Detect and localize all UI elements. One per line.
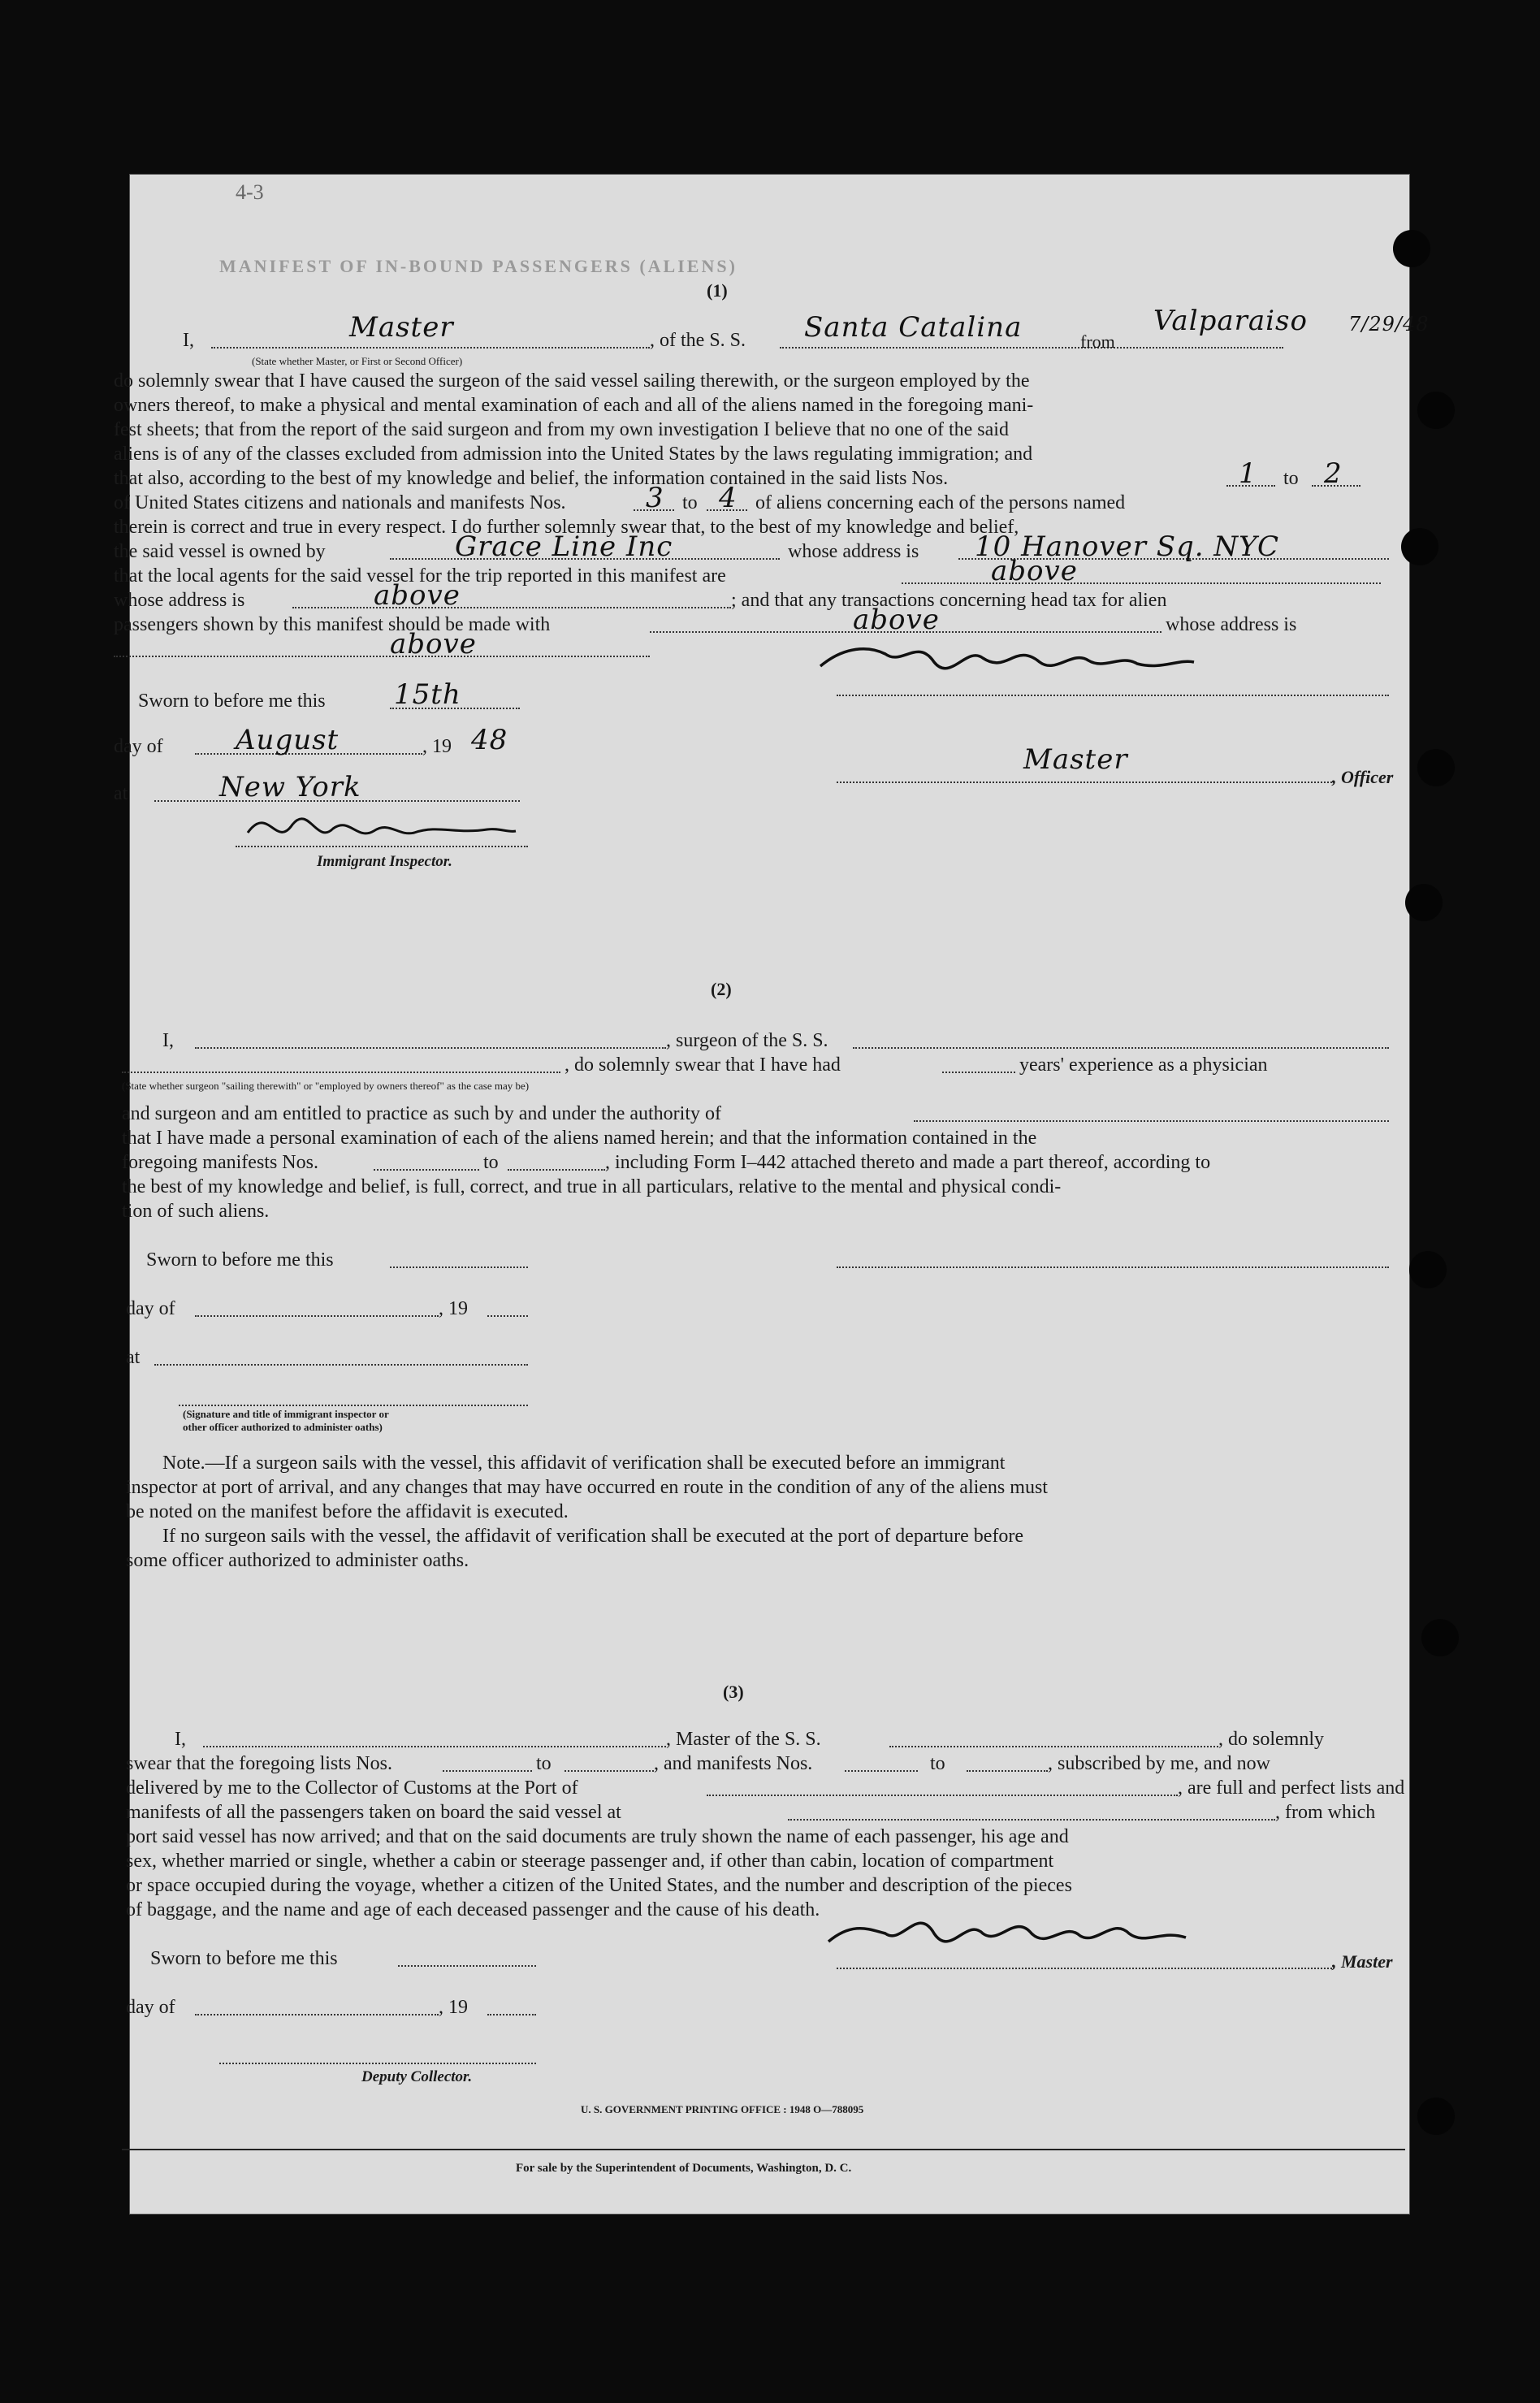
hw-man-from: 3 [646, 482, 664, 514]
s2-i: I, [162, 1030, 174, 1051]
s3-line-7: or space occupied during the voyage, whether a citizen of the United States, and the number and description of the pieces [126, 1875, 1072, 1896]
section-2-number: (2) [711, 979, 732, 999]
s1-from: from [1080, 331, 1115, 352]
s1-line-2: owners thereof, to make a physical and mental examination of each and all of the aliens named in the foregoing mani- [114, 395, 1034, 416]
s3-master-line [837, 1968, 1332, 1969]
binder-hole [1421, 1619, 1459, 1656]
s3-line-2a: swear that the foregoing lists Nos. [126, 1753, 392, 1774]
s2-year-line [487, 1315, 528, 1317]
s3-line-1b: , Master of the S. S. [666, 1729, 821, 1750]
s3-month-line [195, 2014, 439, 2015]
hw-agents: above [991, 555, 1078, 587]
rank-line [211, 347, 650, 349]
s1-line-8b: whose address is [788, 541, 919, 562]
hw-agents-address: above [374, 579, 461, 612]
binder-hole [1393, 230, 1430, 267]
hw-place: New York [219, 771, 361, 803]
s1-at: at [114, 783, 128, 804]
binder-hole [1405, 884, 1443, 921]
s2-line-2: , do solemnly swear that I have had [565, 1054, 841, 1076]
s3-man-to-line [967, 1770, 1048, 1772]
hw-date-margin: 7/29/48 [1348, 313, 1430, 336]
s2-month-line [195, 1315, 439, 1317]
s2-place-line [154, 1364, 528, 1366]
hw-officer-rank: Master [1023, 743, 1128, 776]
s1-line-11a: passengers shown by this manifest should be made with [114, 614, 551, 635]
vessel-line [780, 347, 1283, 349]
s3-year-line [487, 2014, 536, 2015]
s3-deputy-caption: Deputy Collector. [361, 2068, 473, 2085]
s2-sworn-line [390, 1266, 528, 1268]
s3-boarded-line [788, 1819, 1275, 1821]
s3-list-from-line [443, 1770, 532, 1772]
s3-line-6: sex, whether married or single, whether a cabin or steerage passenger and, if other than cabin, location of compartment [126, 1851, 1054, 1872]
s3-line-1a: I, [175, 1729, 186, 1750]
s3-line-1c: , do solemnly [1218, 1729, 1324, 1750]
headtax-address-line [114, 656, 650, 657]
s1-day-of: day of [114, 736, 163, 757]
s2-name-line [195, 1047, 666, 1049]
s3-nineteen: , 19 [439, 1997, 468, 2018]
hw-rank: Master [349, 311, 454, 344]
s1-nineteen: , 19 [422, 736, 452, 757]
s1-line-5: that also, according to the best of my knowledge and belief, the information contained in the said lists Nos. [114, 468, 949, 489]
s2-note-line-2: inspector at port of arrival, and any changes that may have occurred en route in the condition of any of the aliens must [126, 1477, 1048, 1498]
officer-line [837, 782, 1332, 783]
s2-sig-note-1: (Signature and title of immigrant inspector or [183, 1408, 389, 1420]
hw-list-to: 2 [1324, 457, 1343, 490]
agents-address-line [292, 607, 731, 608]
s3-line-4b: , from which [1275, 1802, 1376, 1823]
s1-line-10b: ; and that any transactions concerning head tax for alien [731, 590, 1167, 611]
s1-of-ss: , of the S. S. [650, 330, 746, 351]
s2-line-3: and surgeon and am entitled to practice as such by and under the authority of [122, 1103, 721, 1124]
s2-inspector-line [179, 1405, 528, 1406]
s1-i: I, [183, 330, 194, 351]
footer-rule [122, 2149, 1405, 2150]
s1-sworn: Sworn to before me this [138, 691, 326, 712]
s3-day-of: day of [126, 1997, 175, 2018]
binder-hole [1401, 528, 1438, 565]
s3-list-to-line [565, 1770, 654, 1772]
sale-notice: For sale by the Superintendent of Documents, Washington, D. C. [516, 2162, 852, 2175]
s2-line-5c: , including Form I–442 attached thereto and made a part thereof, according to [605, 1152, 1211, 1173]
s1-line-10a: whose address is [114, 590, 245, 611]
s1-line-5-to: to [1283, 468, 1299, 489]
binder-hole [1417, 2098, 1455, 2135]
state-note: (State whether Master, or First or Second Officer) [252, 355, 463, 367]
s2-line-6: the best of my knowledge and belief, is full, correct, and true in all particulars, relative to the mental and physical condi- [122, 1176, 1062, 1197]
s3-sworn-line [398, 1965, 536, 1967]
s2-nineteen: , 19 [439, 1298, 468, 1319]
master-signature-1 [812, 630, 1202, 695]
s1-line-6b: of aliens concerning each of the persons named [755, 492, 1126, 513]
s2-sig-note-2: other officer authorized to administer oaths) [183, 1421, 383, 1433]
hw-list-from: 1 [1239, 457, 1257, 490]
s1-line-1: do solemnly swear that I have caused the surgeon of the said vessel sailing therewith, or the surgeon employed by the [114, 370, 1030, 392]
faint-stamp: MANIFEST OF IN-BOUND PASSENGERS (ALIENS) [219, 256, 738, 276]
s1-line-3: fest sheets; that from the report of the said surgeon and from my own investigation I believe that no one of the said [114, 419, 1009, 440]
inspector-line [236, 846, 528, 847]
s2-line-5b: to [483, 1152, 499, 1173]
s3-line-2b: to [536, 1753, 552, 1774]
s3-line-8: of baggage, and the name and age of each deceased passenger and the cause of his death. [126, 1899, 820, 1920]
s2-line-4: that I have made a personal examination of each of the aliens named herein; and that the information contained in the [122, 1128, 1037, 1149]
signature-line-1 [837, 695, 1389, 696]
s3-man-from-line [845, 1770, 918, 1772]
s2-type-line [122, 1072, 560, 1073]
section-1-number: (1) [707, 280, 728, 301]
inspector-caption: Immigrant Inspector. [317, 853, 452, 870]
s2-line-5a: foregoing manifests Nos. [122, 1152, 318, 1173]
s1-line-8a: the said vessel is owned by [114, 541, 326, 562]
hw-man-to: 4 [719, 482, 738, 514]
s1-line-4: aliens is of any of the classes excluded from admission into the United States by the laws regulating immigration; and [114, 444, 1033, 465]
s3-line-2d: to [930, 1753, 945, 1774]
hw-port: Valparaiso [1153, 305, 1308, 337]
s2-note: (State whether surgeon "sailing therewith" or "employed by owners thereof" as the case may be) [122, 1080, 530, 1092]
s2-authority-line [914, 1120, 1389, 1122]
hw-month: August [236, 724, 340, 756]
s2-line-2b: years' experience as a physician [1019, 1054, 1268, 1076]
s1-line-6-to: to [682, 492, 698, 513]
s3-line-5: port said vessel has now arrived; and that on the said documents are truly shown the name of each passenger, his age and [126, 1826, 1069, 1847]
officer-caption: , Officer [1332, 767, 1394, 787]
s1-line-6a: of United States citizens and nationals and manifests Nos. [114, 492, 566, 513]
s2-day-of: day of [126, 1298, 175, 1319]
s2-man-from-line [374, 1169, 479, 1171]
s2-sworn: Sworn to before me this [146, 1249, 334, 1271]
s3-line-3a: delivered by me to the Collector of Customs at the Port of [126, 1777, 578, 1799]
form-page [114, 175, 1430, 2214]
s2-signature-line [837, 1266, 1389, 1268]
s2-vessel-line [853, 1047, 1389, 1049]
section-3-number: (3) [723, 1682, 744, 1702]
agents-line [902, 582, 1381, 584]
s3-name-line [203, 1746, 666, 1747]
s2-note-line-3: be noted on the manifest before the affidavit is executed. [126, 1501, 569, 1522]
s3-line-3b: , are full and perfect lists and [1178, 1777, 1405, 1799]
hw-headtax-address: above [390, 628, 477, 660]
s3-line-4a: manifests of all the passengers taken on board the said vessel at [126, 1802, 621, 1823]
s1-line-11b: whose address is [1166, 614, 1297, 635]
s2-years-line [942, 1072, 1015, 1073]
s3-port-line [707, 1795, 1178, 1796]
hw-owner: Grace Line Inc [455, 530, 673, 563]
hw-owner-address: 10 Hanover Sq. NYC [975, 530, 1280, 563]
hw-vessel: Santa Catalina [804, 311, 1023, 344]
inspector-signature [244, 800, 520, 857]
s3-sworn: Sworn to before me this [150, 1948, 338, 1969]
hw-year: 48 [471, 724, 508, 756]
s2-man-to-line [508, 1169, 605, 1171]
s1-line-9: that the local agents for the said vessel for the trip reported in this manifest are [114, 565, 726, 587]
s2-line-7: tion of such aliens. [122, 1201, 270, 1222]
binder-hole [1409, 1251, 1447, 1288]
master-signature-3 [820, 1897, 1194, 1970]
s2-note-line-4: If no surgeon sails with the vessel, the affidavit of verification shall be executed at the port of departure before [162, 1526, 1024, 1547]
s2-at: at [126, 1347, 141, 1368]
s3-vessel-line [889, 1746, 1218, 1747]
s3-master-caption: , Master [1332, 1951, 1393, 1972]
hw-headtax: above [853, 604, 940, 636]
s3-deputy-line [219, 2063, 536, 2064]
s3-line-2c: , and manifests Nos. [654, 1753, 813, 1774]
s2-note-line-5: some officer authorized to administer oaths. [126, 1550, 469, 1571]
hw-day: 15th [394, 678, 461, 711]
s3-line-2e: , subscribed by me, and now [1048, 1753, 1270, 1774]
s2-surgeon-of: , surgeon of the S. S. [666, 1030, 828, 1051]
binder-hole [1417, 749, 1455, 786]
s1-line-7: therein is correct and true in every respect. I do further solemnly swear that, to the best of my knowledge and belief, [114, 517, 1019, 538]
corner-mark: 4-3 [236, 180, 264, 204]
binder-hole [1417, 392, 1455, 429]
s2-note-line-1: Note.—If a surgeon sails with the vessel, this affidavit of verification shall be executed before an immigrant [162, 1453, 1006, 1474]
gpo-imprint: U. S. GOVERNMENT PRINTING OFFICE : 1948 O—788095 [581, 2103, 864, 2115]
